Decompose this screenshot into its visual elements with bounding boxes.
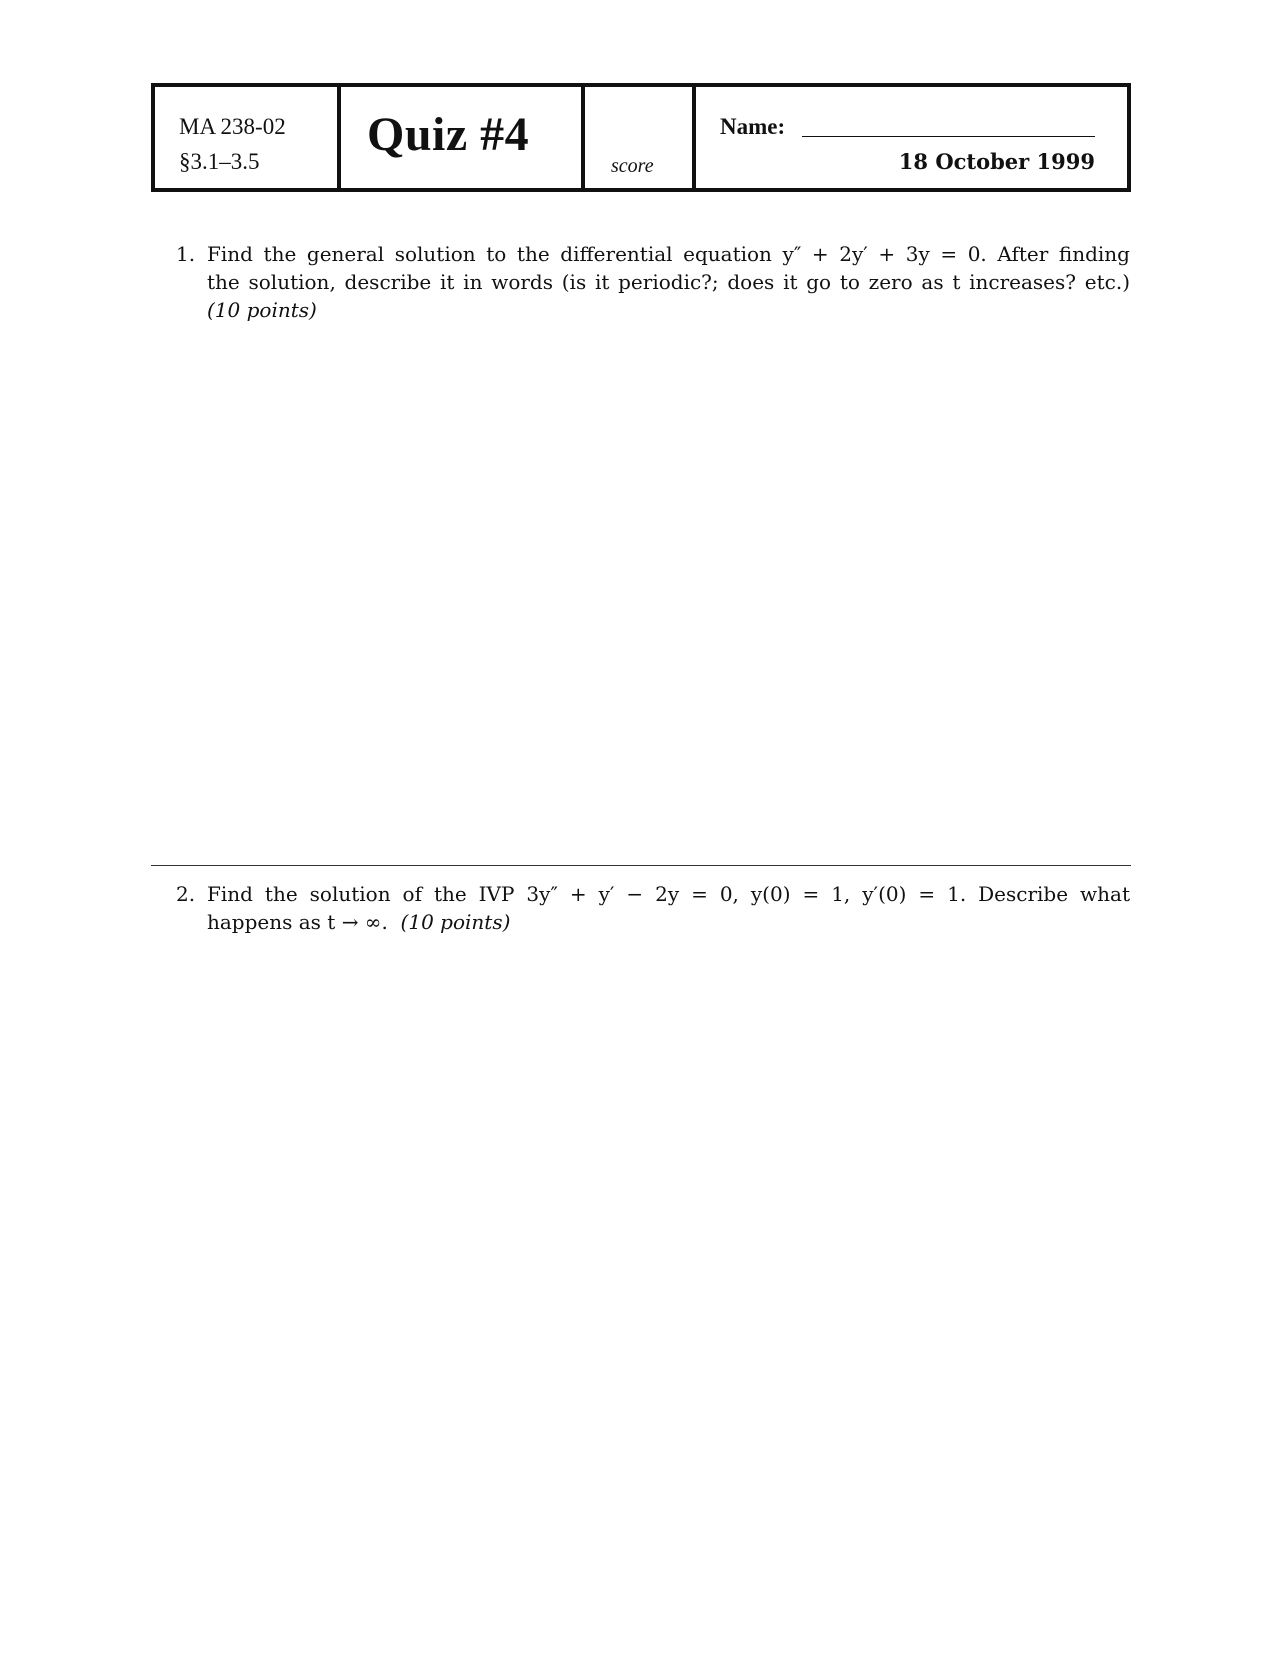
name-label: Name:	[720, 114, 786, 139]
course-info-cell	[155, 87, 341, 188]
question-number: 2.	[176, 882, 196, 906]
name-blank-line[interactable]	[802, 136, 1095, 137]
score-label: score	[611, 155, 654, 177]
course-sections: §3.1–3.5	[179, 149, 260, 174]
question-line: the solution, describe it in words (is it periodic?; does it go to zero as t increases? etc.)	[207, 270, 1130, 294]
question-text	[207, 880, 1130, 936]
question-line: Find the solution of the IVP 3y″ + y′ − 2y = 0, y(0) = 1, y′(0) = 1. Describe what	[207, 882, 1130, 906]
question-line: Find the general solution to the differential equation y″ + 2y′ + 3y = 0. After finding	[207, 242, 1130, 266]
question-points: (10 points)	[207, 298, 317, 322]
question-divider	[151, 865, 1131, 866]
quiz-title: Quiz #4	[367, 108, 530, 161]
question-number: 1.	[176, 242, 196, 266]
name-date-cell	[696, 87, 1127, 188]
quiz-date: 18 October 1999	[898, 149, 1095, 174]
course-code: MA 238-02	[179, 114, 286, 139]
title-cell	[341, 87, 585, 188]
quiz-header	[151, 83, 1131, 192]
question-line-with-points	[207, 908, 1130, 936]
question-2	[176, 880, 1130, 936]
question-text	[207, 240, 1130, 324]
score-cell	[585, 87, 696, 188]
question-points: (10 points)	[400, 910, 511, 934]
question-1	[176, 240, 1130, 324]
question-line: happens as t → ∞.	[207, 910, 388, 934]
